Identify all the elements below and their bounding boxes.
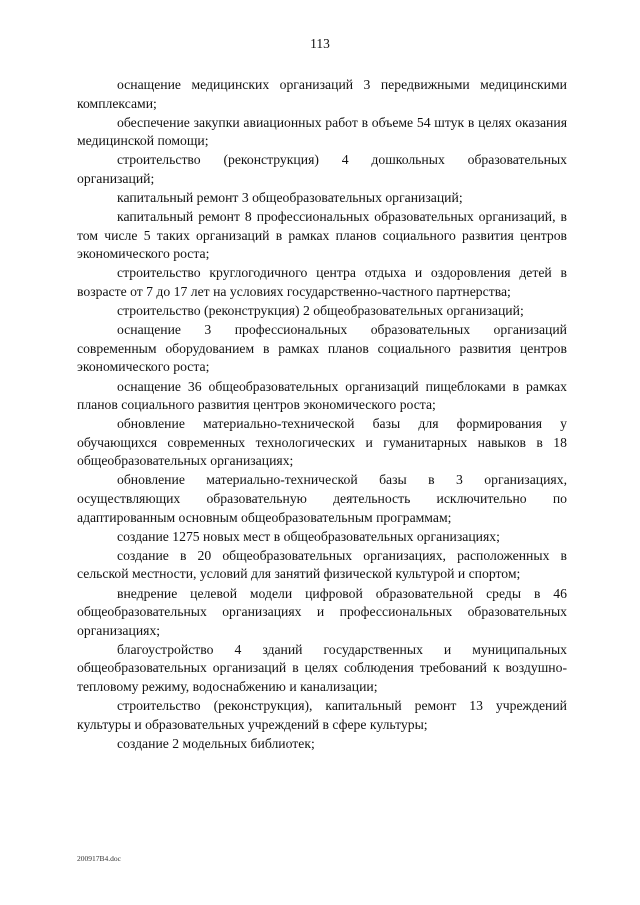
list-paragraph: благоустройство 4 зданий государственных и муниципальных общеобразовательных организаций в целях соблюдения требований к воздушно-тепловому режиму, водоснабжению и канализации; bbox=[77, 641, 567, 694]
list-paragraph: создание в 20 общеобразовательных организациях, расположенных в сельской местности, условий для занятий физической культурой и спортом; bbox=[77, 547, 567, 582]
list-paragraph: строительство (реконструкция) 4 дошкольных образовательных организаций; bbox=[77, 152, 567, 186]
list-paragraph: строительство (реконструкция) 2 общеобразовательных организаций; bbox=[117, 303, 524, 319]
list-paragraph: оснащение 36 общеобразовательных организаций пищеблоками в рамках планов социального развития центров экономического роста; bbox=[77, 378, 567, 413]
list-paragraph: создание 2 модельных библиотек; bbox=[117, 735, 315, 751]
document-footer-filename: 200917В4.doc bbox=[77, 854, 121, 863]
list-paragraph: оснащение медицинских организаций 3 передвижными медицинскими комплексами; bbox=[77, 77, 567, 111]
list-paragraph: оснащение 3 профессиональных образовательных организаций современным оборудованием в рамках планов социального развития центров экономического роста; bbox=[77, 322, 567, 375]
document-body bbox=[77, 76, 567, 754]
list-paragraph: строительство (реконструкция), капитальный ремонт 13 учреждений культуры и образовательных учреждений в сфере культуры; bbox=[77, 698, 567, 732]
list-paragraph: обновление материально-технической базы для формирования у обучающихся современных технологических и гуманитарных навыков в 18 общеобразовательных организациях; bbox=[77, 416, 567, 469]
list-paragraph: капитальный ремонт 8 профессиональных образовательных организаций, в том числе 5 таких организаций в рамках планов социального развития центров экономического роста; bbox=[77, 209, 567, 262]
list-paragraph: строительство круглогодичного центра отдыха и оздоровления детей в возрасте от 7 до 17 лет на условиях государственно-частного партнерства; bbox=[77, 265, 567, 300]
list-paragraph: обновление материально-технической базы в 3 организациях, осуществляющих образовательную деятельность исключительно по адаптированным основным общеобразовательным программам; bbox=[77, 472, 567, 525]
list-paragraph: внедрение целевой модели цифровой образовательной среды в 46 общеобразовательных организациях и профессиональных образовательных организациях; bbox=[77, 585, 567, 638]
list-paragraph: обеспечение закупки авиационных работ в объеме 54 штук в целях оказания медицинской помощи; bbox=[77, 114, 567, 149]
list-paragraph: создание 1275 новых мест в общеобразовательных организациях; bbox=[117, 528, 500, 544]
page-number: 113 bbox=[310, 36, 330, 51]
list-paragraph: капитальный ремонт 3 общеобразовательных организаций; bbox=[117, 190, 463, 206]
